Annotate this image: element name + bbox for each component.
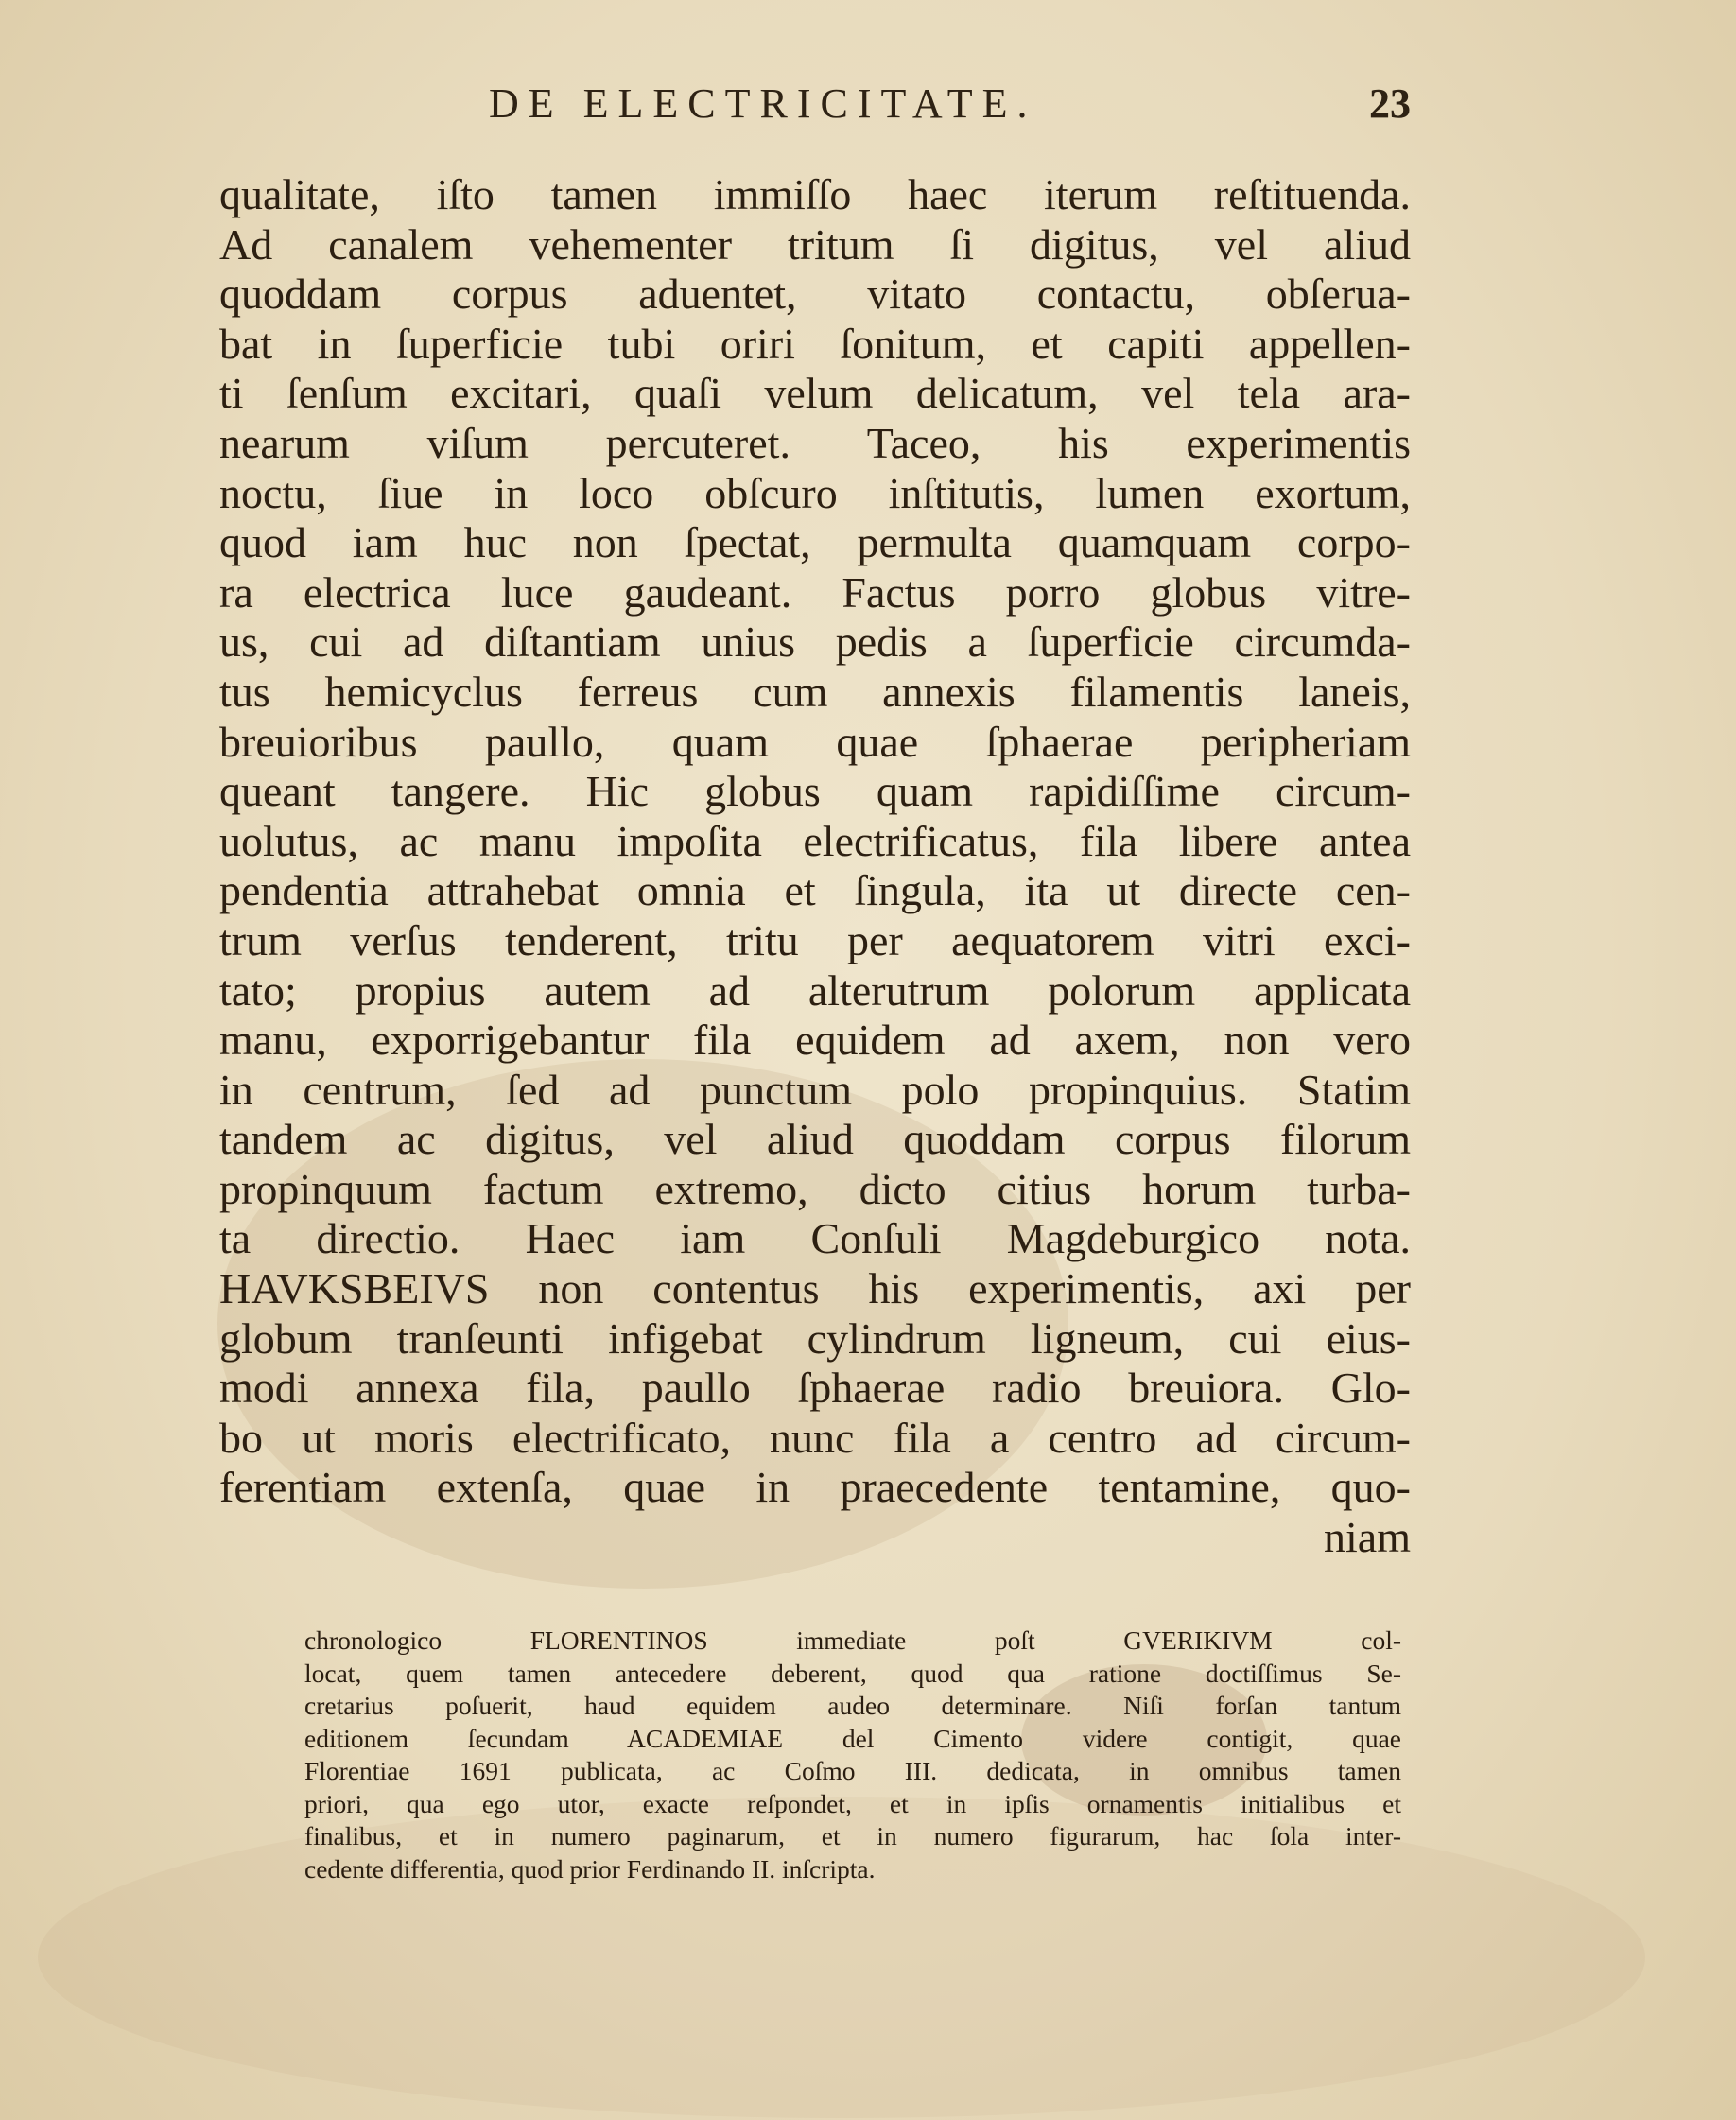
footnote-line: cedente differentia, quod prior Ferdinando II. inſcripta. <box>304 1853 876 1884</box>
text-line: manu, exporrigebantur fila equidem ad axem, non vero <box>219 1016 1411 1065</box>
footnote-line: cretarius poſuerit, haud equidem audeo determinare. Niſi forſan tantum <box>304 1691 1401 1720</box>
catchword: niam <box>1324 1513 1411 1562</box>
text-line: ti ſenſum excitari, quaſi velum delicatum, vel tela ara- <box>219 369 1411 418</box>
text-line: quoddam corpus aduentet, vitato contactu, obſerua- <box>219 269 1411 319</box>
footnote-line: priori, qua ego utor, exacte reſpondet, et in ipſis ornamentis initialibus et <box>304 1788 1401 1818</box>
footnote-line: chronologico FLORENTINOS immediate poſt GVERIKIVM col- <box>304 1625 1401 1655</box>
text-line: tato; propius autem ad alterutrum polorum applicata <box>219 965 1411 1015</box>
text-line: propinquum factum extremo, dicto citius horum turba- <box>219 1164 1411 1213</box>
text-line: pendentia attrahebat omnia et ſingula, ita ut directe cen- <box>219 866 1411 915</box>
running-head: DE ELECTRICITATE. <box>489 80 1037 127</box>
text-line: bo ut moris electrificato, nunc fila a centro ad circum- <box>219 1413 1411 1462</box>
text-line: us, cui ad diſtantiam unius pedis a ſuperficie circumda- <box>219 617 1411 667</box>
text-line: Ad canalem vehementer tritum ſi digitus, vel aliud <box>219 219 1411 269</box>
text-line: globum tranſeunti infigebat cylindrum ligneum, cui eius- <box>219 1313 1411 1363</box>
text-line: nearum viſum percuteret. Taceo, his experimentis <box>219 418 1411 467</box>
page-header <box>219 79 1411 136</box>
text-line: bat in ſuperficie tubi oriri ſonitum, et capiti appellen- <box>219 319 1411 368</box>
text-line: HAVKSBEIVS non contentus his experimentis, axi per <box>219 1264 1411 1313</box>
main-text-block <box>219 170 1411 1563</box>
footnote-line: finalibus, et in numero paginarum, et in numero figurarum, hac ſola inter- <box>304 1821 1401 1851</box>
text-line: qualitate, iſto tamen immiſſo haec iterum reſtituenda. <box>219 170 1411 218</box>
text-line: tandem ac digitus, vel aliud quoddam corpus filorum <box>219 1115 1411 1164</box>
text-line: ta directio. Haec iam Conſuli Magdeburgico nota. <box>219 1214 1411 1263</box>
footnote-line: editionem ſecundam ACADEMIAE del Cimento videre contigit, quae <box>304 1723 1401 1753</box>
text-line: queant tangere. Hic globus quam rapidiſſime circum- <box>219 767 1411 816</box>
text-line: tus hemicyclus ferreus cum annexis filamentis laneis, <box>219 667 1411 716</box>
footnote-line: Florentiae 1691 publicata, ac Coſmo III. dedicata, in omnibus tamen <box>304 1756 1401 1785</box>
footnote <box>304 1625 1401 1885</box>
text-line: quod iam huc non ſpectat, permulta quamquam corpo- <box>219 518 1411 567</box>
text-line: uolutus, ac manu impoſita electrificatus, fila libere antea <box>219 816 1411 865</box>
page-number: 23 <box>1369 80 1411 127</box>
text-line: noctu, ſiue in loco obſcuro inſtitutis, lumen exortum, <box>219 468 1411 517</box>
text-line: trum verſus tenderent, tritu per aequatorem vitri exci- <box>219 915 1411 964</box>
text-line: breuioribus paullo, quam quae ſphaerae peripheriam <box>219 717 1411 766</box>
footnote-line: locat, quem tamen antecedere deberent, quod qua ratione doctiſſimus Se- <box>304 1658 1401 1688</box>
text-line: modi annexa fila, paullo ſphaerae radio breuiora. Glo- <box>219 1364 1411 1413</box>
text-line: ra electrica luce gaudeant. Factus porro globus vitre- <box>219 567 1411 617</box>
text-line: in centrum, ſed ad punctum polo propinquius. Statim <box>219 1065 1411 1114</box>
text-line: ferentiam extenſa, quae in praecedente tentamine, quo- <box>219 1463 1411 1512</box>
